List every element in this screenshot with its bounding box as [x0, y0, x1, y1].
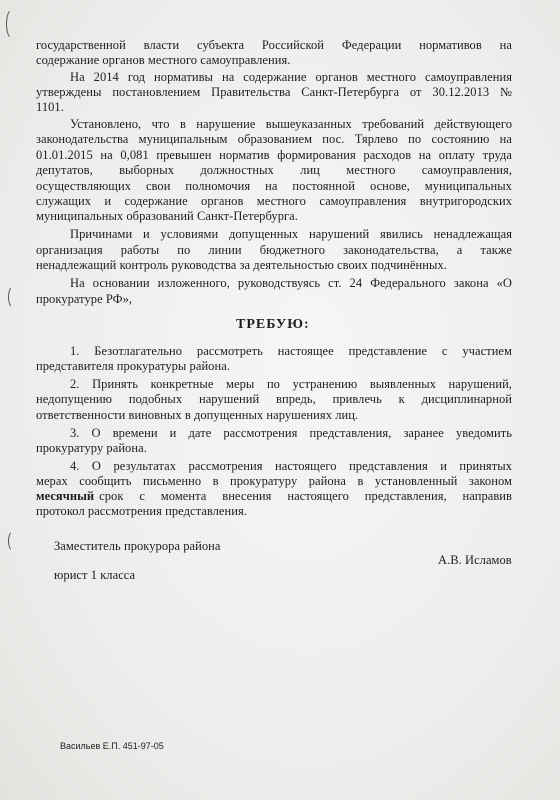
text-line-6: Установлено, что в нарушение вышеуказанных требований действующего: [70, 117, 512, 131]
margin-mark-top: [6, 8, 20, 40]
text-line-13: Причинами и условиями допущенных нарушений явились ненадлежащая: [70, 227, 512, 241]
footer-contact: Васильев Е.П. 451-97-05: [60, 741, 164, 751]
item-line-9: мерах сообщить письменно в прокуратуру района в установленный законом: [36, 474, 512, 488]
text-line-5: 1101.: [36, 100, 64, 114]
text-line-8: 01.01.2015 на 0,081 превышен норматив формирования расходов на оплату труда: [36, 148, 512, 162]
item-line-10: [36, 489, 512, 503]
bold-term-monthly: месячный: [36, 489, 95, 503]
signature-rank: юрист 1 класса: [54, 568, 136, 582]
item-line-1: 1. Безотлагательно рассмотреть настоящее представление с участием: [70, 344, 512, 358]
item-line-4: недопущению подобных нарушений впредь, привлечь к дисциплинарной: [36, 392, 512, 406]
text-line-7: законодательства муниципальным образованием пос. Тярлево по состоянию на: [36, 132, 512, 146]
item-line-5: ответственности виновных в допущенных нарушениях лиц.: [36, 408, 359, 422]
text-line-14: организация работы по линии бюджетного законодательства, а также: [36, 243, 512, 257]
text-line-12: муниципальных образований Санкт-Петербурга.: [36, 209, 298, 223]
text-line-10: осуществляющих свои полномочия на постоянной основе, муниципальных: [36, 179, 512, 193]
signature-name: А.В. Исламов: [438, 553, 512, 567]
item-line-3: 2. Принять конкретные меры по устранению выявленных нарушений,: [70, 377, 512, 391]
text-line-16: На основании изложенного, руководствуясь ст. 24 Федерального закона «О: [70, 276, 512, 290]
text-line-1: государственной власти субъекта Российской Федерации нормативов на: [36, 38, 512, 52]
item-line-8: 4. О результатах рассмотрения настоящего представления и принятых: [70, 459, 512, 473]
text-line-4: утверждены постановлением Правительства Санкт-Петербурга от 30.12.2013 №: [36, 85, 512, 99]
demand-heading: ТРЕБУЮ:: [236, 317, 310, 332]
item-line-7: прокуратуру района.: [36, 441, 147, 455]
text-line-9: депутатов, выборных должностных лиц местного самоуправления,: [36, 163, 512, 177]
text-line-11: служащих и содержание органов местного самоуправления внутригородских: [36, 194, 512, 208]
text-line-2: содержание органов местного самоуправления.: [36, 53, 291, 67]
signature-position: Заместитель прокурора района: [54, 539, 221, 553]
text-line-3: На 2014 год нормативы на содержание органов местного самоуправления: [70, 70, 512, 84]
text-line-17: прокуратуре РФ»,: [36, 292, 133, 306]
margin-mark-middle: [8, 285, 20, 309]
margin-mark-lower: [8, 530, 20, 552]
text-line-15: ненадлежащий контроль руководства за деятельностью своих подчинённых.: [36, 258, 447, 272]
item-line-11: протокол рассмотрения представления.: [36, 504, 247, 518]
item-line-6: 3. О времени и дате рассмотрения представления, заранее уведомить: [70, 426, 512, 440]
item-line-2: представителя прокуратуры района.: [36, 359, 230, 373]
item-line-10-rest: срок с момента внесения настоящего представления, направив: [99, 489, 512, 503]
